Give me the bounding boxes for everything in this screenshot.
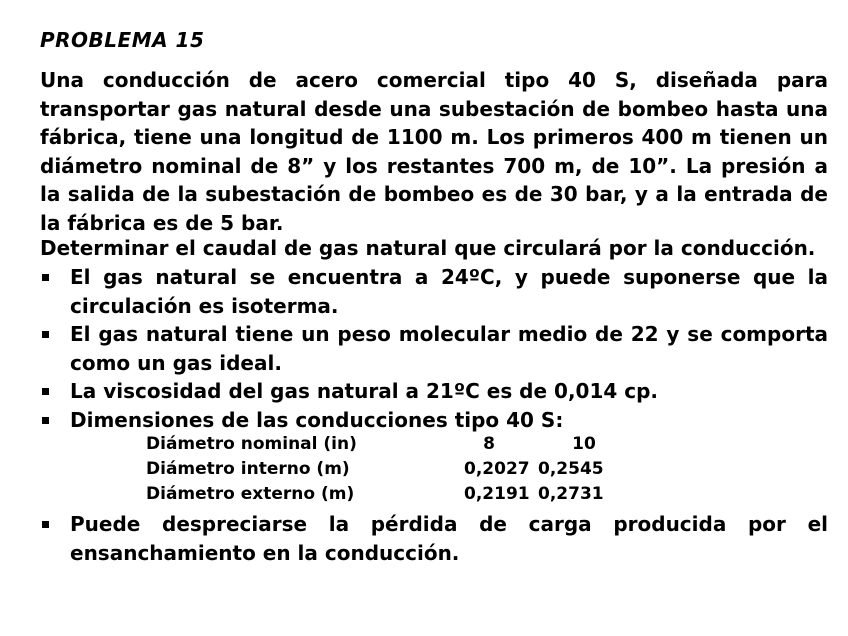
- problem-statement: Una conducción de acero comercial tipo 40 S, diseñada para transportar gas natural desde una subestación de bombeo hasta una fábrica, tiene una longitud de 1100 m. Los primeros 400 m tienen un diámetro nominal de 8” y los restantes 700 m, de 10”. La presión a la salida de la subestación de bombeo es de 30 bar, y a la entrada de la fábrica es de 5 bar.: [40, 68, 828, 235]
- assumption-list: [40, 377, 828, 406]
- assumption-molecular-weight: El gas natural tiene un peso molecular medio de 22 y se comporta como un gas ideal.: [40, 320, 828, 377]
- cell-8-inch: 8: [483, 434, 495, 454]
- assumption-list: [40, 510, 828, 567]
- assumption-list: [40, 406, 828, 435]
- cell-10-inch: 0,2545: [538, 459, 604, 479]
- assumption-list: [40, 263, 828, 320]
- assumption-temperature: El gas natural se encuentra a 24ºC, y puede suponerse que la circulación es isoterma.: [40, 263, 828, 320]
- cell-8-inch: 0,2027: [464, 459, 530, 479]
- table-row: [146, 457, 646, 482]
- cell-10-inch: 0,2731: [538, 484, 604, 504]
- problem-title: PROBLEMA 15: [40, 28, 205, 52]
- assumption-dimensions: Dimensiones de las conducciones tipo 40 S:: [40, 406, 828, 435]
- row-label: Diámetro nominal (in): [146, 434, 357, 454]
- table-row: [146, 432, 646, 457]
- assumption-viscosity: La viscosidad del gas natural a 21ºC es de 0,014 cp.: [40, 377, 828, 406]
- row-label: Diámetro interno (m): [146, 459, 350, 479]
- problem-question: Determinar el caudal de gas natural que circulará por la conducción.: [40, 236, 816, 260]
- cell-8-inch: 0,2191: [464, 484, 530, 504]
- table-row: [146, 482, 646, 507]
- assumption-list: [40, 320, 828, 377]
- dimensions-table: [146, 432, 646, 507]
- row-label: Diámetro externo (m): [146, 484, 355, 504]
- cell-10-inch: 10: [572, 434, 596, 454]
- assumption-expansion-loss: Puede despreciarse la pérdida de carga producida por el ensanchamiento en la conducción.: [40, 510, 828, 567]
